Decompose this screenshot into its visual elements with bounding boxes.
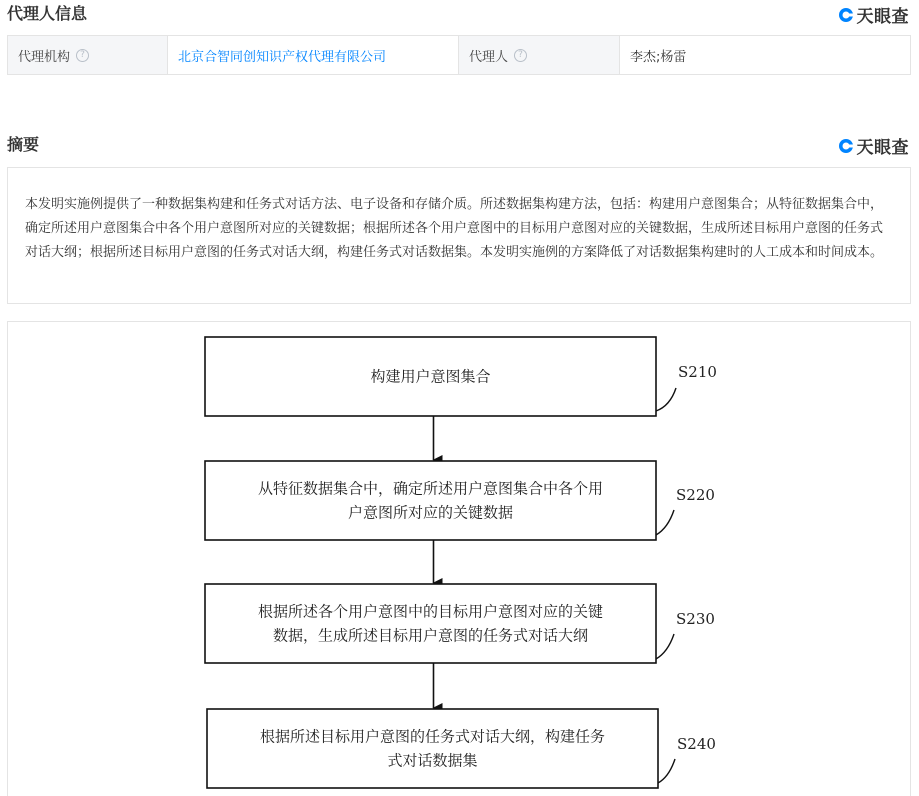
agency-label: 代理机构 <box>18 49 71 65</box>
tianyancha-logo-icon <box>838 7 854 23</box>
tianyancha-logo-icon <box>838 138 854 154</box>
agent-value: 李杰;杨雷 <box>630 49 687 65</box>
agency-label-cell <box>8 36 168 74</box>
flow-step-leader <box>656 634 674 659</box>
flow-step-label: S220 <box>676 486 715 504</box>
brand-name: 天眼查 <box>856 138 909 158</box>
agent-info-table <box>7 35 911 75</box>
flow-step-leader <box>658 759 675 783</box>
help-icon[interactable]: ? <box>514 49 527 62</box>
brand-name: 天眼查 <box>856 7 909 27</box>
flow-step-label: S240 <box>677 735 716 753</box>
flow-step-text: 根据所述各个用户意图中的目标用户意图对应的关键 <box>257 602 604 621</box>
flow-step-text: 数据，生成所述目标用户意图的任务式对话大纲 <box>272 626 589 645</box>
flow-step-leader <box>656 510 674 535</box>
flow-step-label: S210 <box>678 363 717 381</box>
brand-logo[interactable] <box>838 2 910 27</box>
flow-step-box <box>205 461 656 540</box>
agency-link[interactable]: 北京合智同创知识产权代理有限公司 <box>168 36 459 74</box>
abstract-section-title: 摘要 <box>7 135 40 154</box>
flow-step-text: 式对话数据集 <box>387 751 478 770</box>
flow-step-text: 从特征数据集合中，确定所述用户意图集合中各个用 <box>257 479 604 498</box>
abstract-text: 本发明实施例提供了一种数据集构建和任务式对话方法、电子设备和存储介质。所述数据集构建方法，包括：构建用户意图集合；从特征数据集合中，确定所述用户意图集合中各个用户意图所对应的关键数据；根据所述各个用户意图中的目标用户意图对应的关键数据，生成所述目标用户意图的任务式对话大纲；根据所述目标用户意图的任务式对话大纲，构建任务式对话数据集。本发明实施例的方案降低了对话数据集构建时的人工成本和时间成本。 <box>25 197 884 260</box>
brand-logo[interactable] <box>838 133 910 158</box>
flow-step-label: S230 <box>676 610 715 628</box>
flow-step-text: 根据所述目标用户意图的任务式对话大纲，构建任务 <box>259 727 606 746</box>
abstract-text-box <box>7 167 911 304</box>
flow-step-leader <box>656 388 676 411</box>
flow-step-text: 户意图所对应的关键数据 <box>347 503 514 522</box>
flow-step-box <box>207 709 658 788</box>
flow-step-text: 构建用户意图集合 <box>370 367 491 386</box>
flowchart-diagram <box>8 322 911 796</box>
help-icon[interactable]: ? <box>76 49 89 62</box>
agent-label: 代理人 <box>469 49 509 65</box>
abstract-figure[interactable] <box>7 321 911 796</box>
agent-label-cell <box>459 36 620 74</box>
agent-section-title: 代理人信息 <box>7 4 88 23</box>
flow-step-box <box>205 584 656 663</box>
